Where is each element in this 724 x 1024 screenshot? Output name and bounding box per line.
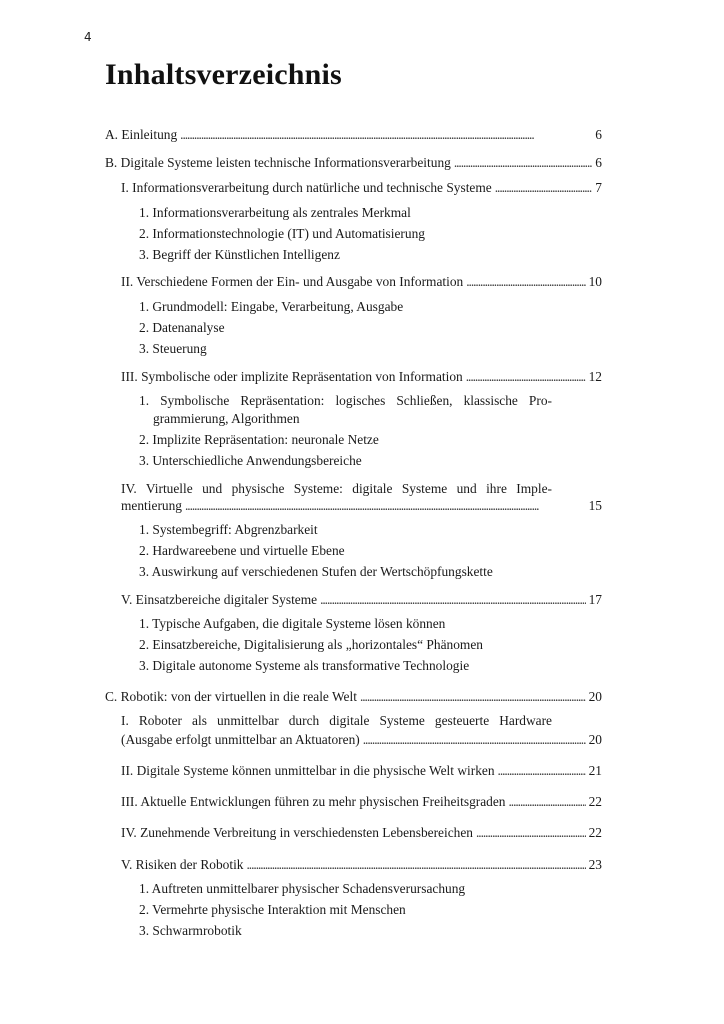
page-number: 4 — [84, 30, 92, 44]
leader-dots — [185, 498, 586, 514]
leader-dots — [466, 274, 585, 290]
toc-page: 20 — [588, 689, 602, 704]
toc-entry-c-iv[interactable] — [121, 825, 602, 841]
toc-entry-c-v[interactable] — [121, 857, 602, 873]
toc-page: 10 — [588, 274, 602, 289]
toc-label: I. Informationsverarbeitung durch natürliche und technische Systeme — [121, 180, 492, 195]
toc-subitem[interactable]: 1. Auftreten unmittelbarer physischer Schadensverursachung — [139, 881, 466, 896]
toc-subitem[interactable]: 1. Informationsverarbeitung als zentrales Merkmal — [139, 205, 411, 220]
toc-subitem[interactable]: 1. Symbolische Repräsentation: logisches Schließen, klassische Pro- — [139, 393, 552, 408]
toc-page: 23 — [588, 857, 602, 872]
leader-dots — [466, 369, 586, 385]
toc-subitem[interactable]: 2. Hardwareebene und virtuelle Ebene — [139, 543, 345, 558]
leader-dots — [363, 732, 586, 748]
toc-page: 6 — [595, 127, 602, 142]
toc-entry-a[interactable] — [105, 127, 602, 143]
toc-entry-c-ii[interactable] — [121, 763, 602, 779]
toc-label: V. Einsatzbereiche digitaler Systeme — [121, 592, 318, 607]
toc-page: 20 — [588, 732, 602, 747]
leader-dots — [247, 857, 586, 873]
page-title: Inhaltsverzeichnis — [105, 58, 342, 91]
toc-label: III. Aktuelle Entwicklungen führen zu mehr physischen Freiheitsgraden — [121, 794, 506, 809]
leader-dots — [498, 763, 586, 779]
toc-subitem[interactable]: 1. Grundmodell: Eingabe, Verarbeitung, Ausgabe — [139, 299, 404, 314]
toc-subitem[interactable]: 2. Datenanalyse — [139, 320, 225, 335]
toc-label: V. Risiken der Robotik — [121, 857, 244, 872]
toc-subitem[interactable]: 2. Vermehrte physische Interaktion mit Menschen — [139, 902, 406, 917]
toc-subitem[interactable]: 3. Auswirkung auf verschiedenen Stufen der Wertschöpfungskette — [139, 564, 493, 579]
toc-entry-b-i[interactable] — [121, 180, 602, 196]
leader-dots — [476, 825, 586, 841]
toc-page: 6 — [595, 155, 602, 170]
toc-subitem[interactable]: 2. Informationstechnologie (IT) und Automatisierung — [139, 226, 425, 241]
toc-entry-b-v[interactable] — [121, 592, 602, 608]
toc-label: B. Digitale Systeme leisten technische Informationsverarbeitung — [105, 155, 451, 170]
toc-label: C. Robotik: von der virtuellen in die reale Welt — [105, 689, 357, 704]
toc-entry-c-i[interactable] — [121, 732, 602, 748]
toc-subitem[interactable]: 3. Begriff der Künstlichen Intelligenz — [139, 247, 340, 262]
toc-label: mentierung — [121, 498, 182, 513]
toc-entry-b-ii[interactable] — [121, 274, 602, 290]
toc-label: (Ausgabe erfolgt unmittelbar an Aktuatoren) — [121, 732, 360, 747]
leader-dots — [360, 689, 586, 705]
toc-entry-b-iv-line1[interactable]: IV. Virtuelle und physische Systeme: digitale Systeme und ihre Imple- — [121, 481, 552, 496]
toc-entry-b-iii[interactable] — [121, 369, 602, 385]
leader-dots — [454, 155, 592, 171]
toc-label: II. Digitale Systeme können unmittelbar in die physische Welt wirken — [121, 763, 495, 778]
toc-page: 21 — [588, 763, 602, 778]
toc-subitem[interactable]: 1. Typische Aufgaben, die digitale Systeme lösen können — [139, 616, 446, 631]
toc-page: 15 — [588, 498, 602, 513]
toc-entry-c-iii[interactable] — [121, 794, 602, 810]
toc-page: 12 — [588, 369, 602, 384]
leader-dots — [509, 794, 586, 810]
toc-subitem[interactable]: 3. Steuerung — [139, 341, 207, 356]
toc-subitem-continuation: grammierung, Algorithmen — [153, 411, 300, 426]
toc-page: 17 — [588, 592, 602, 607]
toc-entry-b-iv[interactable] — [121, 498, 602, 514]
toc-subitem[interactable]: 3. Digitale autonome Systeme als transformative Technologie — [139, 658, 470, 673]
toc-page: 7 — [595, 180, 602, 195]
leader-dots — [320, 592, 586, 608]
toc-subitem[interactable]: 3. Schwarmrobotik — [139, 923, 242, 938]
toc-subitem[interactable]: 2. Implizite Repräsentation: neuronale Netze — [139, 432, 379, 447]
toc-entry-c[interactable] — [105, 689, 602, 705]
toc-label: IV. Zunehmende Verbreitung in verschiedensten Lebensbereichen — [121, 825, 473, 840]
toc-label: II. Verschiedene Formen der Ein- und Ausgabe von Information — [121, 274, 464, 289]
toc-subitem[interactable]: 3. Unterschiedliche Anwendungsbereiche — [139, 453, 362, 468]
toc-subitem[interactable]: 2. Einsatzbereiche, Digitalisierung als „horizontales“ Phänomen — [139, 637, 483, 652]
toc-label: III. Symbolische oder implizite Repräsentation von Information — [121, 369, 463, 384]
leader-dots — [495, 180, 593, 196]
toc-page: 22 — [588, 825, 602, 840]
toc-label: A. Einleitung — [105, 127, 178, 142]
toc-entry-b[interactable] — [105, 155, 602, 171]
leader-dots — [180, 127, 592, 143]
toc-page: 22 — [588, 794, 602, 809]
toc-entry-c-i-line1[interactable]: I. Roboter als unmittelbar durch digitale Systeme gesteuerte Hardware — [121, 713, 552, 728]
toc-subitem[interactable]: 1. Systembegriff: Abgrenzbarkeit — [139, 522, 318, 537]
